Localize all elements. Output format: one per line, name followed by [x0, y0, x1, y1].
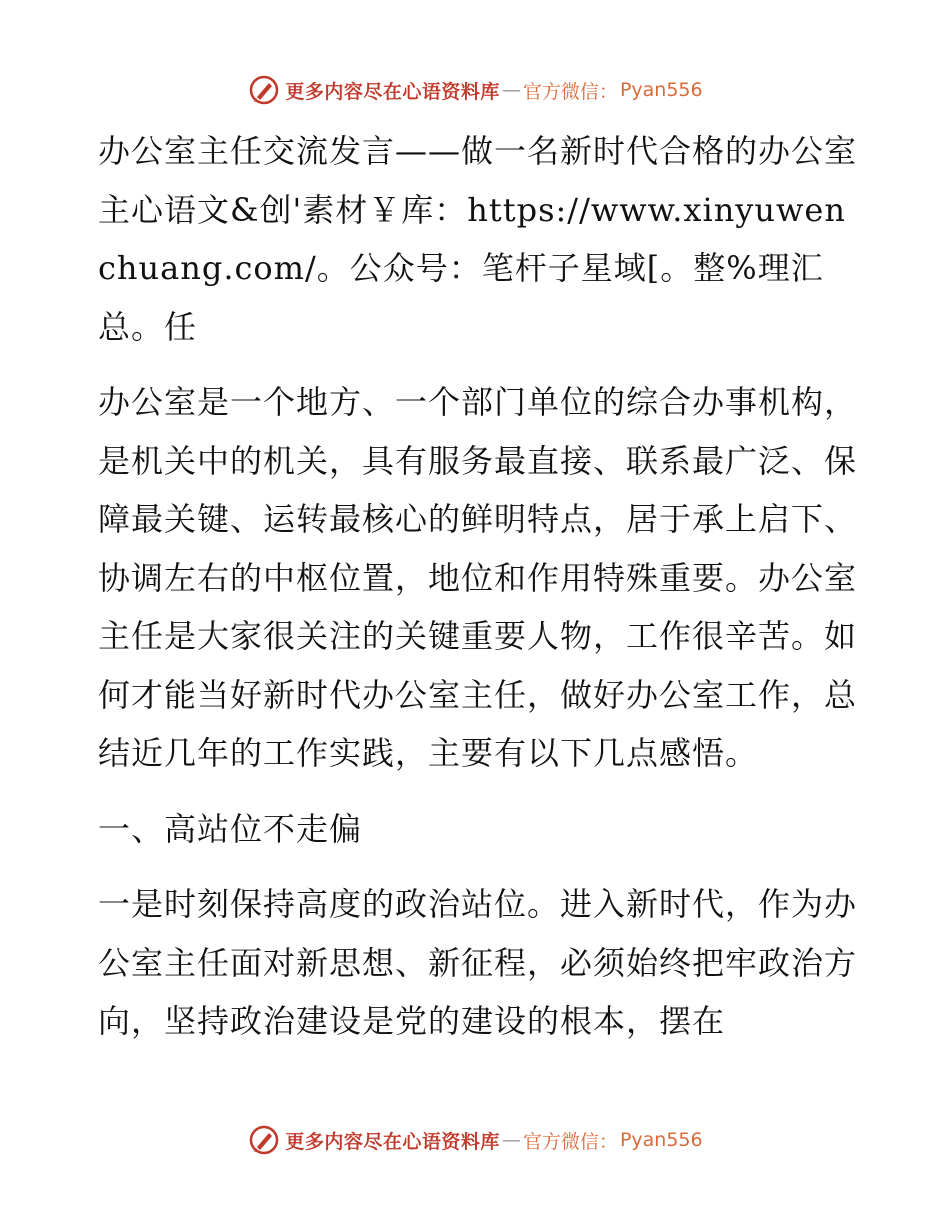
watermark-wechat-id: Pyan556: [619, 79, 703, 101]
watermark-separator: —: [501, 79, 521, 101]
document-body: [98, 122, 858, 1051]
watermark-site-text: 更多内容尽在心语资料库: [285, 1130, 500, 1153]
watermark-wechat-label: 官方微信：: [522, 80, 618, 103]
watermark-wechat-label: 官方微信：: [522, 1130, 618, 1153]
paragraph-intro: 办公室是一个地方、一个部门单位的综合办事机构，是机关中的机关，具有服务最直接、联系最广泛、保障最关键、运转最核心的鲜明特点，居于承上启下、协调左右的中枢位置，地位和作用特殊重要。办公室主任是大家很关注的关键重要人物，工作很辛苦。如何才能当好新时代办公室主任，做好办公室工作，总结近几年的工作实践，主要有以下几点感悟。: [98, 383, 858, 772]
document-title: 办公室主任交流发言——做一名新时代合格的办公室主心语文&创'素材￥库：https://www.xinyuwenchuang.com/。公众号：笔杆子星域[。整%理汇总。任: [98, 132, 858, 346]
footer-watermark: [0, 1120, 950, 1160]
paragraph-political-stance: 一是时刻保持高度的政治站位。进入新时代，作为办公室主任面对新思想、新征程，必须始终把牢政治方向，坚持政治建设是党的建设的根本，摆在: [98, 885, 858, 1040]
watermark-wechat-id: Pyan556: [619, 1129, 703, 1151]
header-watermark: [0, 70, 950, 110]
pen-logo-icon: [247, 73, 281, 107]
section-heading: 一、高站位不走偏: [98, 809, 363, 848]
watermark-separator: —: [501, 1129, 521, 1151]
watermark-site-text: 更多内容尽在心语资料库: [285, 80, 500, 103]
pen-logo-icon: [247, 1123, 281, 1157]
